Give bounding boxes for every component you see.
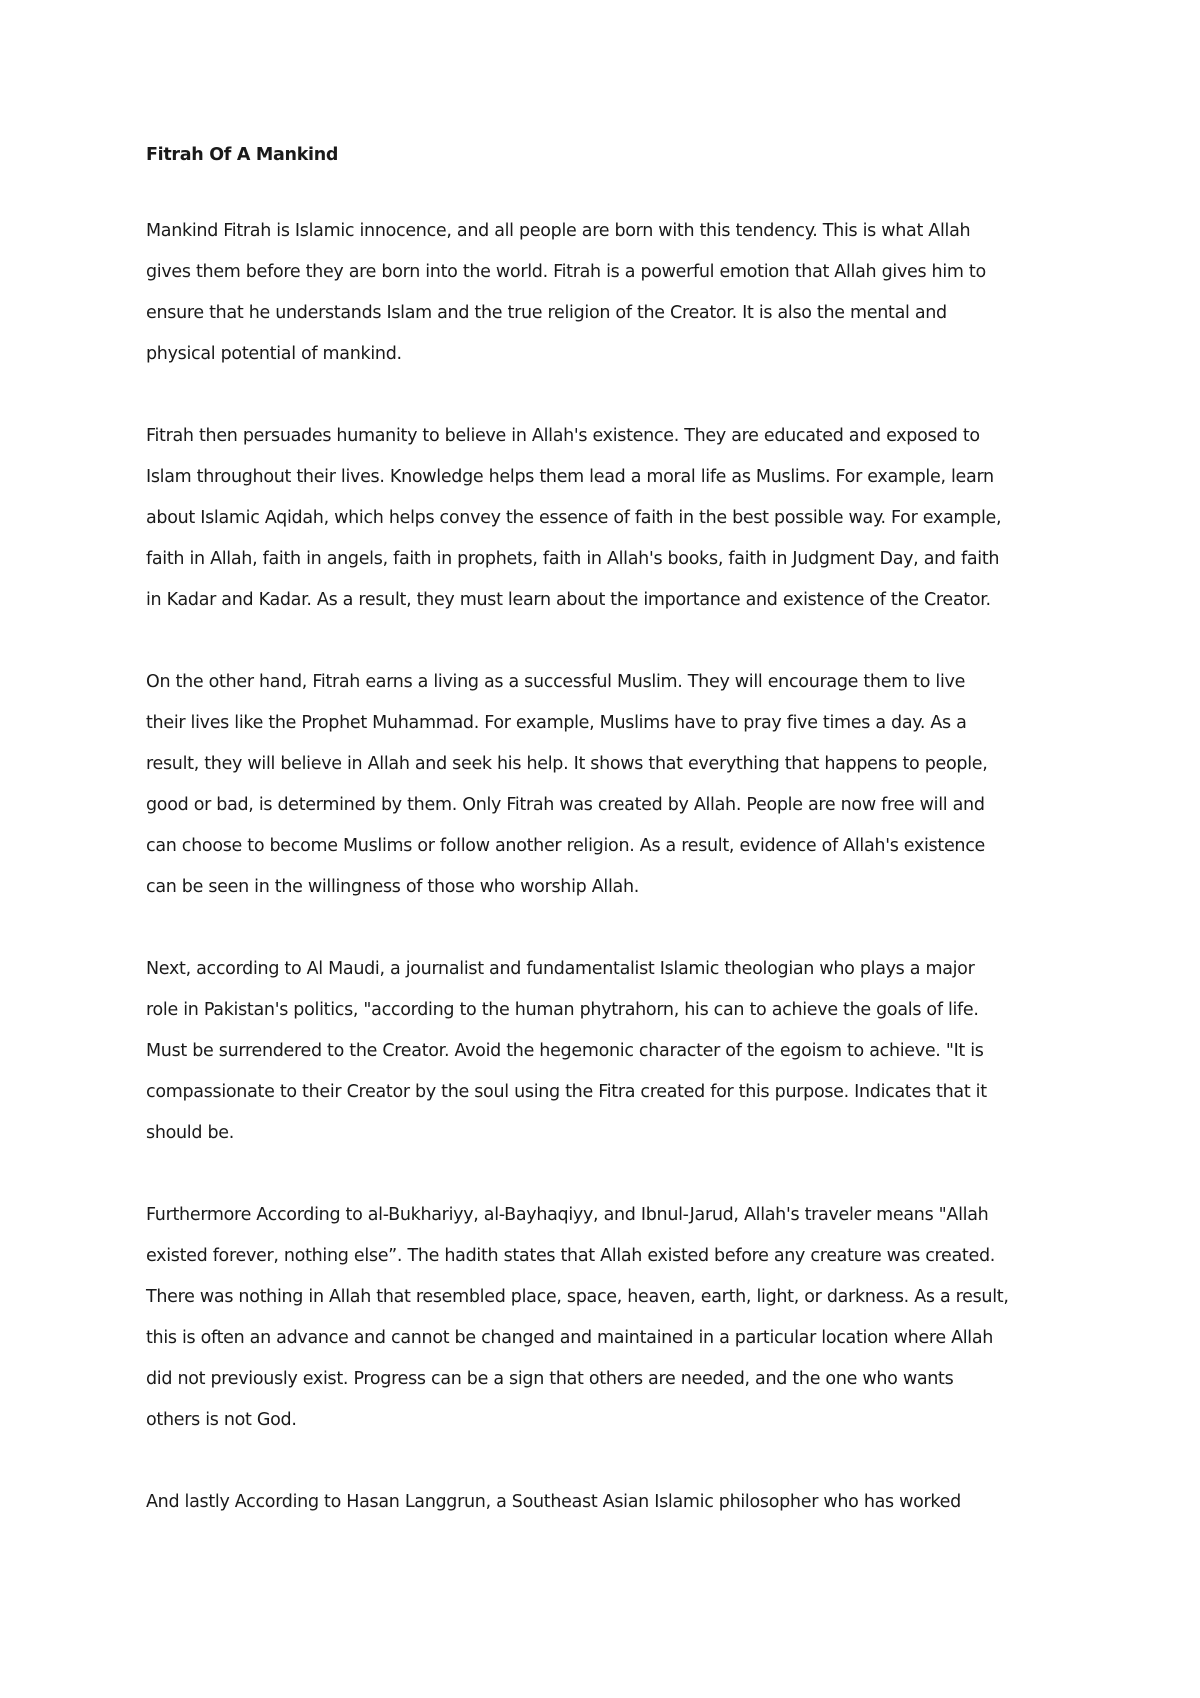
text-line: compassionate to their Creator by the soul using the Fitra created for this purpose. Indicates that it bbox=[146, 1082, 987, 1102]
text-line: Islam throughout their lives. Knowledge helps them lead a moral life as Muslims. For example, learn bbox=[146, 467, 994, 487]
text-line: this is often an advance and cannot be changed and maintained in a particular location where Allah bbox=[146, 1328, 994, 1348]
text-line: On the other hand, Fitrah earns a living as a successful Muslim. They will encourage them to live bbox=[146, 672, 966, 692]
text-line: in Kadar and Kadar. As a result, they must learn about the importance and existence of the Creator. bbox=[146, 590, 991, 610]
text-line: gives them before they are born into the world. Fitrah is a powerful emotion that Allah gives him to bbox=[146, 262, 986, 282]
document-body bbox=[146, 143, 1058, 1523]
text-line: role in Pakistan's politics, "according to the human phytrahorn, his can to achieve the goals of life. bbox=[146, 1000, 979, 1020]
text-line: Next, according to Al Maudi, a journalist and fundamentalist Islamic theologian who plays a major bbox=[146, 959, 975, 979]
text-line: And lastly According to Hasan Langgrun, a Southeast Asian Islamic philosopher who has worked bbox=[146, 1492, 961, 1512]
paragraph-6 bbox=[146, 1482, 1058, 1523]
paragraph-3 bbox=[146, 662, 1058, 908]
text-line: did not previously exist. Progress can be a sign that others are needed, and the one who wants bbox=[146, 1369, 954, 1389]
document-title: Fitrah Of A Mankind bbox=[146, 145, 339, 165]
text-line: Furthermore According to al-Bukhariyy, al-Bayhaqiyy, and Ibnul-Jarud, Allah's traveler means "Allah bbox=[146, 1205, 989, 1225]
text-line: about Islamic Aqidah, which helps convey the essence of faith in the best possible way. For example, bbox=[146, 508, 1002, 528]
text-line: result, they will believe in Allah and seek his help. It shows that everything that happens to people, bbox=[146, 754, 988, 774]
paragraph-4 bbox=[146, 949, 1058, 1154]
paragraph-2 bbox=[146, 416, 1058, 621]
text-line: ensure that he understands Islam and the true religion of the Creator. It is also the mental and bbox=[146, 303, 947, 323]
text-line: Must be surrendered to the Creator. Avoid the hegemonic character of the egoism to achieve. "It is bbox=[146, 1041, 984, 1061]
text-line: faith in Allah, faith in angels, faith in prophets, faith in Allah's books, faith in Judgment Day, and faith bbox=[146, 549, 1000, 569]
text-line: good or bad, is determined by them. Only Fitrah was created by Allah. People are now free will and bbox=[146, 795, 985, 815]
paragraph-5 bbox=[146, 1195, 1058, 1441]
text-line: can choose to become Muslims or follow another religion. As a result, evidence of Allah's existence bbox=[146, 836, 985, 856]
text-line: There was nothing in Allah that resembled place, space, heaven, earth, light, or darkness. As a result, bbox=[146, 1287, 1009, 1307]
paragraph-1 bbox=[146, 211, 1058, 375]
text-line: existed forever, nothing else”. The hadith states that Allah existed before any creature was created. bbox=[146, 1246, 996, 1266]
text-line: should be. bbox=[146, 1123, 234, 1143]
text-line: Mankind Fitrah is Islamic innocence, and all people are born with this tendency. This is what Allah bbox=[146, 221, 971, 241]
text-line: Fitrah then persuades humanity to believe in Allah's existence. They are educated and exposed to bbox=[146, 426, 980, 446]
text-line: others is not God. bbox=[146, 1410, 297, 1430]
text-line: their lives like the Prophet Muhammad. For example, Muslims have to pray five times a day. As a bbox=[146, 713, 967, 733]
text-line: physical potential of mankind. bbox=[146, 344, 402, 364]
text-line: can be seen in the willingness of those who worship Allah. bbox=[146, 877, 639, 897]
